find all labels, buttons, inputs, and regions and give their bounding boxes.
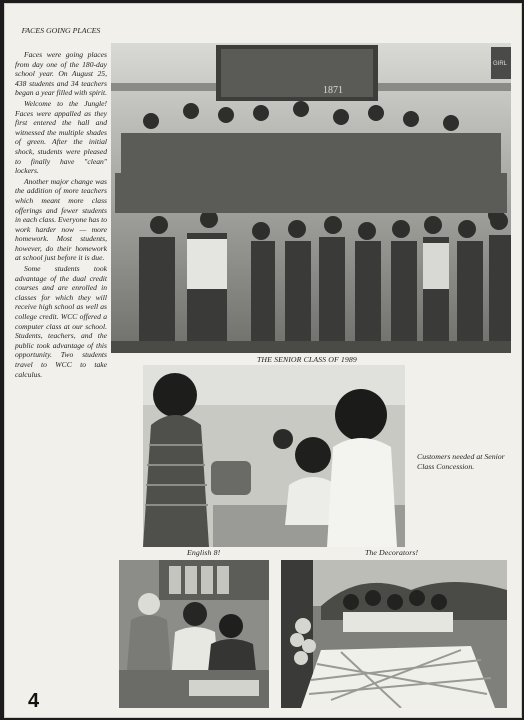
article-paragraph: Welcome to the Jungle! Faces were appalled as they first entered the hall and witnessed the multiple shades of green. After the initial shock, students were pleased to finally have "clean" lockers.	[15, 98, 107, 176]
senior-class-caption: THE SENIOR CLASS OF 1989	[257, 355, 357, 364]
decorators-caption: The Decorators!	[365, 548, 419, 557]
sign-text: GIRL	[493, 61, 508, 67]
article-paragraph: Faces were going places from day one of the 180-day school year. On August 25, 438 students and 34 teachers began a year filled with spirit.	[15, 50, 107, 98]
article-body	[15, 50, 107, 380]
english-class-photo-image	[119, 560, 269, 708]
article-paragraph: Another major change was the addition of more teachers which meant more class offerings and fewer students in each class. Everyone has to work harder now — more homework. Most students, however, do their homework at school just before it is due.	[15, 176, 107, 263]
senior-class-photo	[111, 43, 511, 353]
page-number: 4	[28, 690, 40, 712]
english-class-photo	[119, 560, 269, 708]
yearbook-page	[4, 3, 522, 718]
english-caption: English 8!	[187, 548, 221, 557]
decorators-photo	[281, 560, 507, 708]
concession-photo-image	[143, 365, 405, 547]
banner-year-text: 1871	[323, 85, 343, 96]
article-title: FACES GOING PLACES	[21, 26, 101, 35]
decorators-photo-image	[281, 560, 507, 708]
concession-photo	[143, 365, 405, 547]
concession-caption: Customers needed at Senior Class Concession.	[417, 452, 505, 471]
senior-class-photo-image	[111, 43, 511, 353]
article-paragraph: Some students took advantage of the dual credit courses and are enrolled in classes for which they will receive high school as well as college credit. WCC offered a computer class at our school. Students, teachers, and the public took advantage of this opportunity. Two students travel to WCC to take calculus.	[15, 264, 107, 379]
